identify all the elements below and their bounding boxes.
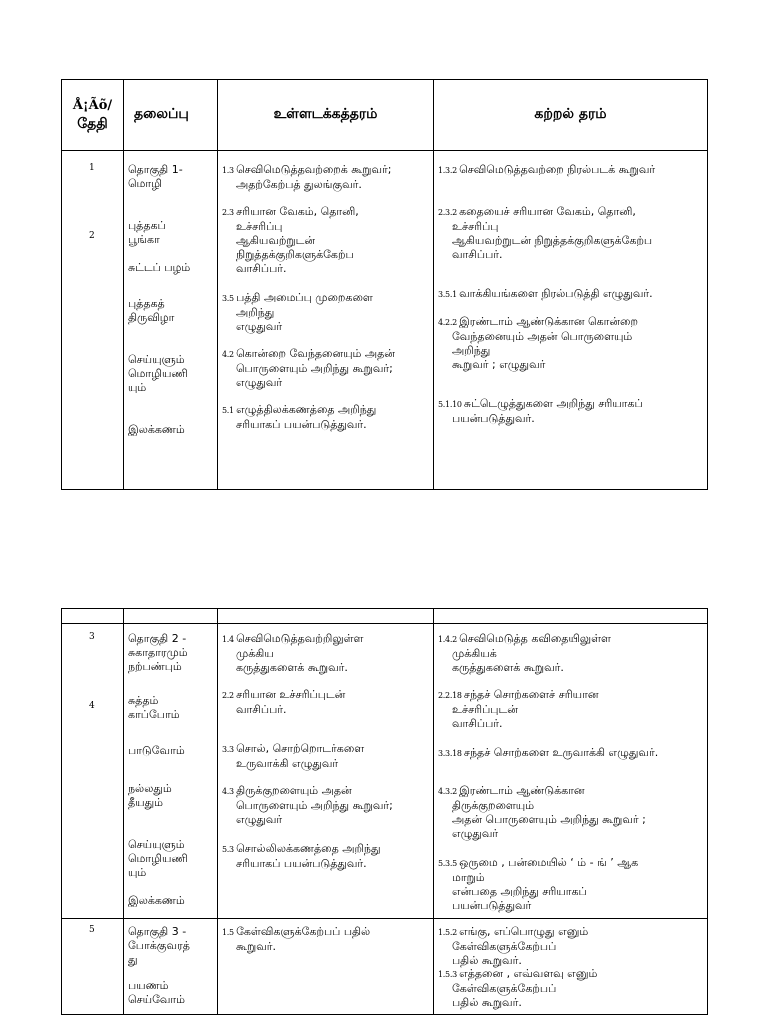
topic-item bbox=[128, 782, 213, 810]
topic-item bbox=[128, 632, 213, 674]
content-standard-line: சரியாகப் பயன்படுத்துவர். bbox=[236, 857, 367, 870]
learning-standard-line: பதில் கூறுவர். bbox=[452, 996, 522, 1009]
topic-line: யும் bbox=[128, 866, 147, 879]
table-row bbox=[62, 919, 708, 1015]
topic-item bbox=[128, 423, 213, 437]
topic-line: மொழி bbox=[128, 177, 162, 190]
topic-item bbox=[128, 297, 213, 325]
topic-line: புத்தகப் bbox=[128, 219, 166, 232]
topic-cell bbox=[124, 624, 218, 919]
header-week-line2: தேதி bbox=[77, 115, 108, 132]
standard-code: 2.3.2 bbox=[438, 208, 460, 217]
topic-line: தீயதும் bbox=[128, 796, 163, 809]
topic-item bbox=[128, 979, 213, 1007]
week-number: 4 bbox=[89, 701, 95, 711]
learning-standard-item bbox=[438, 315, 703, 372]
standard-code: 4.3 bbox=[222, 787, 237, 796]
standard-code: 1.3.2 bbox=[438, 166, 460, 175]
standard-code: 3.5 bbox=[222, 294, 237, 303]
topic-line: மொழியணி bbox=[128, 367, 188, 380]
topic-line: இலக்கணம் bbox=[128, 423, 185, 436]
content-standard-line: எழுதுவர் bbox=[236, 813, 283, 826]
learning-standard-line: உச்சரிப்புடன் bbox=[452, 703, 518, 716]
lesson-plan-table-2 bbox=[61, 608, 708, 1015]
learning-standard-item bbox=[438, 205, 703, 262]
content-standard-cell bbox=[218, 151, 434, 490]
content-standard-item bbox=[222, 688, 429, 717]
content-standard-line: 1.5 கேள்விகளுக்கேற்பப் பதில் bbox=[222, 925, 371, 938]
learning-standard-cell bbox=[434, 624, 708, 919]
learning-standard-item bbox=[438, 287, 703, 302]
learning-standard-item bbox=[438, 397, 703, 426]
standard-code: 3.5.1 bbox=[438, 290, 460, 299]
standard-code: 1.5.2 bbox=[438, 928, 460, 937]
blank-cell bbox=[218, 609, 434, 624]
topic-line: தொகுதி 2 - bbox=[128, 632, 187, 645]
topic-item bbox=[128, 925, 213, 967]
topic-line: போக்குவரத் bbox=[128, 939, 190, 952]
content-standard-line: 3.5 பத்தி அமைப்பு முறைகளை bbox=[222, 291, 373, 304]
standard-code: 4.2.2 bbox=[438, 318, 460, 327]
learning-standard-line: 4.2.2 இரண்டாம் ஆண்டுக்கான கொன்றை bbox=[438, 315, 638, 328]
learning-standard-line: பயன்படுத்துவர். bbox=[452, 412, 535, 425]
content-standard-item bbox=[222, 163, 429, 192]
learning-standard-line: மாறும் bbox=[452, 871, 485, 884]
topic-line: நற்பண்பும் bbox=[128, 660, 182, 673]
learning-standard-line: கேள்விகளுக்கேற்பப் bbox=[452, 940, 557, 953]
topic-line: யும் bbox=[128, 381, 147, 394]
topic-item bbox=[128, 261, 213, 275]
learning-standard-item bbox=[438, 967, 703, 1010]
topic-item bbox=[128, 894, 213, 908]
topic-cell bbox=[124, 919, 218, 1015]
lesson-plan-table-1 bbox=[61, 79, 708, 490]
standard-code: 5.1.10 bbox=[438, 400, 464, 409]
content-standard-line: எழுதுவர் bbox=[236, 376, 283, 389]
content-standard-item bbox=[222, 291, 429, 334]
standard-code: 2.2.18 bbox=[438, 691, 464, 700]
topic-item bbox=[128, 744, 213, 758]
content-standard-line: உச்சரிப்பு bbox=[236, 220, 283, 233]
standard-code: 5.3 bbox=[222, 845, 237, 854]
standard-code: 1.5.3 bbox=[438, 970, 460, 979]
learning-standard-line: கேள்விகளுக்கேற்பப் bbox=[452, 982, 557, 995]
learning-standard-line: முக்கியக் bbox=[452, 647, 497, 660]
topic-line: பயணம் bbox=[128, 979, 169, 992]
week-cell bbox=[62, 919, 124, 1015]
standard-code: 5.1 bbox=[222, 406, 237, 415]
standard-code: 4.2 bbox=[222, 350, 237, 359]
content-standard-line: ஆகியவற்றுடன் bbox=[236, 234, 315, 247]
content-standard-line: 5.1 எழுத்திலக்கணத்தை அறிந்து bbox=[222, 403, 377, 416]
topic-line: செய்வோம் bbox=[128, 993, 186, 1006]
topic-line: பாடுவோம் bbox=[128, 744, 185, 757]
learning-standard-item bbox=[438, 688, 703, 731]
learning-standard-line: 5.3.5 ஒருமை , பன்மையில் ‘ ம் - ங் ’ ஆக bbox=[438, 856, 639, 869]
learning-standard-line: கூறுவர் ; எழுதுவர் bbox=[452, 358, 546, 371]
content-standard-line: வாசிப்பர். bbox=[236, 703, 287, 716]
content-standard-line: 4.2 கொன்றை வேந்தனையும் அதன் bbox=[222, 347, 395, 360]
learning-standard-item bbox=[438, 784, 703, 841]
topic-line: தொகுதி 1- bbox=[128, 163, 183, 176]
header-content-standard: உள்ளடக்கத்தரம் bbox=[218, 80, 434, 151]
blank-cell bbox=[62, 609, 124, 624]
topic-line: பூங்கா bbox=[128, 233, 160, 246]
content-standard-item bbox=[222, 925, 429, 954]
week-number: 3 bbox=[89, 632, 95, 642]
content-standard-cell bbox=[218, 919, 434, 1015]
standard-code: 1.4 bbox=[222, 635, 237, 644]
content-standard-line: 2.2 சரியான உச்சரிப்புடன் bbox=[222, 688, 346, 701]
learning-standard-line: என்பதை அறிந்து சரியாகப் bbox=[452, 885, 587, 898]
week-number: 5 bbox=[89, 925, 95, 935]
table-row bbox=[62, 624, 708, 919]
content-standard-line: நிறுத்தக்குறிகளுக்கேற்ப bbox=[236, 248, 354, 261]
content-standard-item bbox=[222, 347, 429, 390]
content-standard-line: 4.3 திருக்குறளையும் அதன் bbox=[222, 784, 352, 797]
learning-standard-item bbox=[438, 746, 703, 761]
content-standard-line: 2.3 சரியான வேகம், தொனி, bbox=[222, 205, 359, 218]
learning-standard-item bbox=[438, 925, 703, 968]
header-learning-standard: கற்றல் தரம் bbox=[434, 80, 708, 151]
learning-standard-line: அதன் பொருளையும் அறிந்து கூறுவர் ; bbox=[452, 813, 646, 826]
topic-line: செய்யுளும் bbox=[128, 838, 185, 851]
learning-standard-line: 5.1.10 சுட்டெழுத்துகளை அறிந்து சரியாகப் bbox=[438, 397, 643, 410]
content-standard-item bbox=[222, 205, 429, 276]
week-cell bbox=[62, 624, 124, 919]
content-standard-item bbox=[222, 842, 429, 871]
standard-code: 2.3 bbox=[222, 208, 237, 217]
learning-standard-line: உச்சரிப்பு bbox=[452, 220, 499, 233]
header-week-line1: Å¡Ãõ/ bbox=[72, 97, 113, 113]
topic-line: தொகுதி 3 - bbox=[128, 925, 187, 938]
content-standard-line: 1.4 செவிமெடுத்தவற்றிலுள்ள bbox=[222, 632, 364, 645]
content-standard-line: கூறுவர். bbox=[236, 940, 276, 953]
content-standard-line: 3.3 சொல், சொற்றொடர்களை bbox=[222, 742, 365, 755]
learning-standard-line: எழுதுவர் bbox=[452, 827, 499, 840]
topic-line: து bbox=[128, 953, 138, 966]
learning-standard-line: பயன்படுத்துவர் bbox=[452, 899, 532, 912]
standard-code: 3.3.18 bbox=[438, 749, 464, 758]
standard-code: 5.3.5 bbox=[438, 859, 460, 868]
table-row bbox=[62, 151, 708, 490]
content-standard-line: பொருளையும் அறிந்து கூறுவர்; bbox=[236, 362, 393, 375]
topic-line: நல்லதும் bbox=[128, 782, 172, 795]
topic-cell bbox=[124, 151, 218, 490]
week-number: 1 bbox=[89, 163, 95, 173]
content-standard-item bbox=[222, 632, 429, 675]
learning-standard-line: 2.3.2 கதையைச் சரியான வேகம், தொனி, bbox=[438, 205, 636, 218]
learning-standard-item bbox=[438, 856, 703, 913]
learning-standard-line: 4.3.2 இரண்டாம் ஆண்டுக்கான bbox=[438, 784, 585, 797]
topic-line: செய்யுளும் bbox=[128, 353, 185, 366]
topic-line: சுத்தம் bbox=[128, 694, 159, 707]
learning-standard-line: வாசிப்பர். bbox=[452, 248, 503, 261]
topic-line: சுகாதாரமும் bbox=[128, 646, 188, 659]
content-standard-cell bbox=[218, 624, 434, 919]
topic-item bbox=[128, 694, 213, 722]
content-standard-line: உருவாக்கி எழுதுவர் bbox=[236, 757, 339, 770]
learning-standard-cell bbox=[434, 151, 708, 490]
content-standard-line: அறிந்து bbox=[236, 306, 275, 319]
standard-code: 2.2 bbox=[222, 691, 237, 700]
learning-standard-line: 1.5.2 எங்கு, எப்பொழுது எனும் bbox=[438, 925, 589, 938]
topic-line: மொழியணி bbox=[128, 852, 188, 865]
learning-standard-line: 1.3.2 செவிமெடுத்தவற்றை நிரல்படக் கூறுவர் bbox=[438, 163, 656, 176]
content-standard-line: எழுதுவர் bbox=[236, 320, 283, 333]
content-standard-item bbox=[222, 742, 429, 771]
week-number: 2 bbox=[89, 231, 95, 241]
content-standard-item bbox=[222, 784, 429, 827]
learning-standard-line: ஆகியவற்றுடன் நிறுத்தக்குறிகளுக்கேற்ப bbox=[452, 234, 653, 247]
topic-line: இலக்கணம் bbox=[128, 894, 185, 907]
blank-cell bbox=[434, 609, 708, 624]
standard-code: 4.3.2 bbox=[438, 787, 460, 796]
learning-standard-line: 2.2.18 சந்தச் சொற்களைச் சரியான bbox=[438, 688, 599, 701]
header-topic: தலைப்பு bbox=[124, 80, 218, 151]
learning-standard-line: கருத்துகளைக் கூறுவர். bbox=[452, 661, 564, 674]
content-standard-line: முக்கிய bbox=[236, 647, 274, 660]
standard-code: 3.3 bbox=[222, 745, 237, 754]
learning-standard-line: 1.4.2 செவிமெடுத்த கவிதையிலுள்ள bbox=[438, 632, 611, 645]
content-standard-line: அதற்கேற்பத் துலங்குவர். bbox=[236, 178, 362, 191]
standard-code: 1.4.2 bbox=[438, 635, 460, 644]
content-standard-line: கருத்துகளைக் கூறுவர். bbox=[236, 661, 348, 674]
blank-header-row bbox=[62, 609, 708, 624]
week-cell bbox=[62, 151, 124, 490]
standard-code: 1.5 bbox=[222, 928, 237, 937]
learning-standard-cell bbox=[434, 919, 708, 1015]
header-week-date bbox=[62, 80, 124, 151]
learning-standard-line: அறிந்து bbox=[452, 344, 491, 357]
blank-cell bbox=[124, 609, 218, 624]
topic-item bbox=[128, 353, 213, 395]
content-standard-line: சரியாகப் பயன்படுத்துவர். bbox=[236, 418, 367, 431]
content-standard-item bbox=[222, 403, 429, 432]
learning-standard-line: பதில் கூறுவர். bbox=[452, 954, 522, 967]
topic-item bbox=[128, 163, 213, 191]
standard-code: 1.3 bbox=[222, 166, 237, 175]
topic-line: புத்தகத் bbox=[128, 297, 165, 310]
learning-standard-item bbox=[438, 632, 703, 675]
content-standard-line: 5.3 சொல்லிலக்கணத்தை அறிந்து bbox=[222, 842, 381, 855]
learning-standard-line: 3.5.1 வாக்கியங்களை நிரல்படுத்தி எழுதுவர். bbox=[438, 287, 653, 300]
topic-line: காப்போம் bbox=[128, 708, 180, 721]
topic-line: சுட்டப் பழம் bbox=[128, 261, 191, 274]
learning-standard-line: வாசிப்பர். bbox=[452, 717, 503, 730]
learning-standard-line: 1.5.3 எத்தனை , எவ்வளவு எனும் bbox=[438, 967, 598, 980]
topic-line: திருவிழா bbox=[128, 311, 175, 324]
content-standard-line: பொருளையும் அறிந்து கூறுவர்; bbox=[236, 799, 393, 812]
learning-standard-line: திருக்குறளையும் bbox=[452, 799, 535, 812]
topic-item bbox=[128, 219, 213, 247]
topic-item bbox=[128, 838, 213, 880]
learning-standard-line: வேந்தனையும் அதன் பொருளையும் bbox=[452, 330, 633, 343]
learning-standard-line: 3.3.18 சந்தச் சொற்களை உருவாக்கி எழுதுவர். bbox=[438, 746, 659, 759]
content-standard-line: 1.3 செவிமெடுத்தவற்றைக் கூறுவர்; bbox=[222, 163, 392, 176]
table-header-row bbox=[62, 80, 708, 151]
learning-standard-item bbox=[438, 163, 703, 178]
content-standard-line: வாசிப்பர். bbox=[236, 262, 287, 275]
